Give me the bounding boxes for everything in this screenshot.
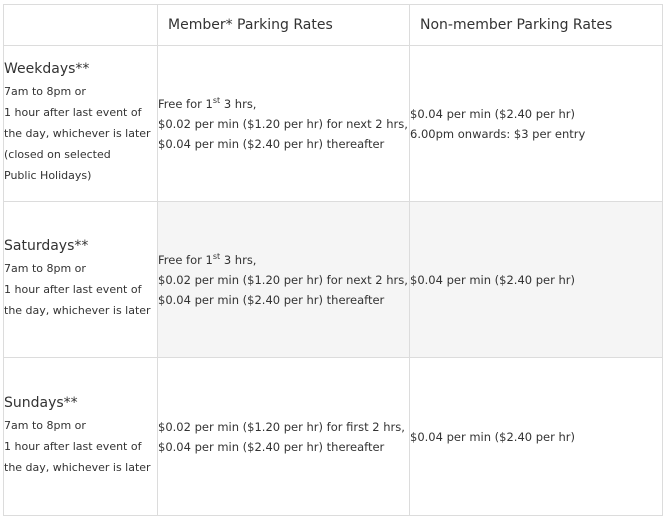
day-name: Sundays** [4, 395, 78, 411]
member-rate-line: $0.04 per min ($2.40 per hr) thereafter [158, 136, 385, 151]
member-rate-cell-saturdays [158, 202, 410, 358]
day-name: Saturdays** [4, 238, 89, 254]
table-header-row [4, 5, 663, 46]
header-member-label: Member* Parking Rates [168, 17, 333, 33]
member-rate-line: $0.04 per min ($2.40 per hr) thereafter [158, 292, 385, 307]
header-nonmember-rates [410, 5, 663, 46]
day-name: Weekdays** [4, 61, 90, 77]
day-cell-saturdays [4, 202, 158, 358]
header-blank-cell [4, 5, 158, 46]
member-rate-line: $0.02 per min ($1.20 per hr) for next 2 hrs, [158, 116, 408, 131]
day-hours-line: 7am to 8pm or [4, 262, 86, 275]
ordinal-suffix: st [212, 95, 221, 105]
day-cell-weekdays [4, 46, 158, 202]
member-free-line [158, 94, 409, 114]
free-prefix: Free for 1 [158, 252, 213, 267]
day-hours-line: the day, whichever is later [4, 304, 151, 317]
member-free-line [158, 250, 409, 270]
nonmember-rate-cell-saturdays [410, 202, 663, 358]
ordinal-suffix: st [212, 251, 221, 261]
member-rate-cell-sundays [158, 358, 410, 516]
nonmember-rate-line: 6.00pm onwards: $3 per entry [410, 126, 586, 141]
nonmember-rate-cell-sundays [410, 358, 663, 516]
day-hours-line: Public Holidays) [4, 169, 92, 182]
day-hours-line: (closed on selected [4, 148, 111, 161]
day-hours-line: 1 hour after last event of [4, 283, 142, 296]
member-rate-cell-weekdays [158, 46, 410, 202]
header-nonmember-label: Non-member Parking Rates [420, 17, 613, 33]
table-row-weekdays [4, 46, 663, 202]
nonmember-rate-line: $0.04 per min ($2.40 per hr) [410, 106, 576, 121]
member-rate-line: $0.04 per min ($2.40 per hr) thereafter [158, 439, 385, 454]
free-prefix: Free for 1 [158, 96, 213, 111]
nonmember-rate-line: $0.04 per min ($2.40 per hr) [410, 429, 576, 444]
member-rate-line: $0.02 per min ($1.20 per hr) for next 2 hrs, [158, 272, 408, 287]
day-hours-line: 1 hour after last event of [4, 106, 142, 119]
day-hours-line: 7am to 8pm or [4, 419, 86, 432]
free-suffix: 3 hrs, [220, 96, 257, 111]
day-hours-line: 1 hour after last event of [4, 440, 142, 453]
table-row-sundays [4, 358, 663, 516]
day-hours-line: the day, whichever is later [4, 461, 151, 474]
nonmember-rate-line: $0.04 per min ($2.40 per hr) [410, 272, 576, 287]
free-suffix: 3 hrs, [220, 252, 257, 267]
day-hours-line: the day, whichever is later [4, 127, 151, 140]
member-rate-line: $0.02 per min ($1.20 per hr) for first 2 hrs, [158, 419, 405, 434]
table-row-saturdays [4, 202, 663, 358]
header-member-rates [158, 5, 410, 46]
day-cell-sundays [4, 358, 158, 516]
parking-rates-table [3, 4, 663, 516]
nonmember-rate-cell-weekdays [410, 46, 663, 202]
day-hours-line: 7am to 8pm or [4, 85, 86, 98]
